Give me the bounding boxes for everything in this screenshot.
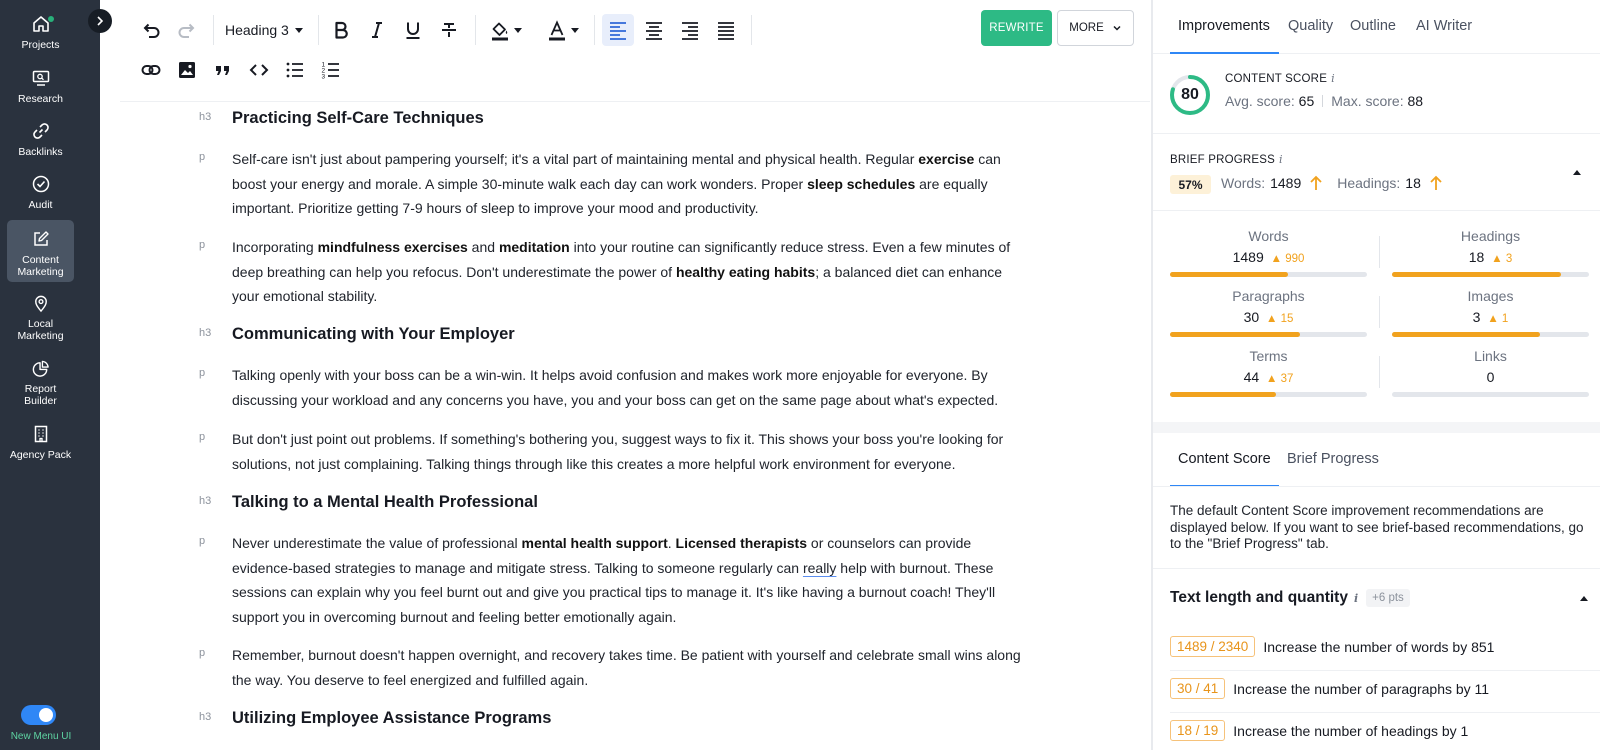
link-icon bbox=[31, 121, 51, 141]
strikethrough-icon bbox=[438, 19, 460, 41]
new-menu-toggle[interactable] bbox=[21, 705, 56, 725]
metric-progress-bar bbox=[1170, 272, 1367, 277]
arrow-up-icon bbox=[1429, 175, 1443, 191]
svg-text:1: 1 bbox=[321, 61, 326, 69]
quote-icon bbox=[212, 59, 234, 81]
section-divider bbox=[1153, 133, 1600, 134]
bullet-list-icon bbox=[284, 59, 306, 81]
section-divider bbox=[1153, 568, 1600, 569]
redo-button[interactable] bbox=[172, 15, 202, 45]
blockquote-button[interactable] bbox=[208, 55, 238, 85]
metric-label: Paragraphs bbox=[1232, 288, 1305, 304]
metric-label: Headings bbox=[1460, 228, 1521, 244]
chevron-down-icon bbox=[295, 28, 303, 33]
section-separator bbox=[1153, 422, 1600, 433]
redo-icon bbox=[176, 19, 198, 41]
monitor-icon bbox=[31, 68, 51, 88]
highlight-color-button[interactable] bbox=[485, 15, 515, 45]
italic-icon bbox=[366, 19, 388, 41]
strikethrough-button[interactable] bbox=[434, 15, 464, 45]
block-tag: h3 bbox=[199, 711, 212, 723]
align-left-icon bbox=[607, 19, 629, 41]
metric-label: Words bbox=[1248, 228, 1289, 244]
metric-value: 18 ▲ 3 bbox=[1468, 249, 1513, 265]
collapse-nav-button[interactable] bbox=[88, 9, 112, 33]
metric-paragraphs bbox=[1170, 288, 1367, 325]
more-button[interactable] bbox=[1057, 10, 1134, 46]
nav-item-content-marketing[interactable] bbox=[7, 220, 74, 282]
metric-delta-up: ▲ 37 bbox=[1266, 373, 1294, 385]
bullet-list-button[interactable] bbox=[280, 55, 310, 85]
metric-delta-up: ▲ 990 bbox=[1270, 253, 1305, 265]
points-badge: +6 pts bbox=[1366, 589, 1410, 607]
metric-value: 0 bbox=[1486, 369, 1495, 385]
metric-words bbox=[1170, 228, 1367, 265]
paint-bucket-icon bbox=[489, 19, 511, 41]
metric-progress-bar bbox=[1170, 392, 1367, 397]
insert-image-button[interactable] bbox=[172, 55, 202, 85]
code-button[interactable] bbox=[244, 55, 274, 85]
metric-delta-up: ▲ 1 bbox=[1487, 313, 1509, 325]
nav-item-label: Research bbox=[18, 93, 63, 105]
nav-item-agency-pack[interactable] bbox=[7, 424, 74, 472]
section-divider bbox=[1153, 486, 1600, 487]
paragraph-text: Remember, burnout doesn't happen overnight, and recovery takes time. Be patient with yourself and celebrate small wins along the way. You deserve to feel energized and fulfilled again. bbox=[232, 647, 1021, 688]
align-justify-button[interactable] bbox=[711, 15, 741, 45]
new-menu-label: New Menu UI bbox=[10, 731, 72, 742]
map-pin-icon bbox=[31, 294, 51, 313]
panel-tabs bbox=[1153, 0, 1600, 54]
svg-text:3: 3 bbox=[321, 73, 326, 81]
metric-progress-bar bbox=[1392, 392, 1589, 397]
metric-value: 30 ▲ 15 bbox=[1243, 309, 1294, 325]
tab-outline[interactable]: Outline bbox=[1350, 18, 1396, 34]
nav-item-projects[interactable] bbox=[7, 14, 74, 54]
metric-images bbox=[1392, 288, 1589, 325]
notification-dot bbox=[48, 16, 54, 22]
metric-label: Terms bbox=[1249, 348, 1288, 364]
seo-panel bbox=[1151, 0, 1600, 750]
text-length-section-title: Text length and quantity i +6 pts bbox=[1170, 589, 1410, 607]
recommendation-badge: 1489 / 2340 bbox=[1170, 636, 1255, 657]
nav-item-label: Report Builder bbox=[24, 383, 57, 407]
recommendation-text: Increase the number of headings by 1 bbox=[1233, 722, 1469, 739]
section-divider bbox=[1153, 210, 1600, 211]
recommendation-text: Increase the number of paragraphs by 11 bbox=[1233, 680, 1490, 697]
nav-item-label: Backlinks bbox=[18, 146, 63, 158]
nav-item-label: Local Marketing bbox=[17, 318, 64, 342]
insert-link-button[interactable] bbox=[136, 55, 166, 85]
brief-progress-label: BRIEF PROGRESS i bbox=[1170, 153, 1283, 166]
block-tag: p bbox=[199, 239, 206, 251]
paragraph-text: Self-care isn't just about pampering yourself; it's a vital part of maintaining mental and physical health. Regular exercise can boost your energy and morale. A simple 30-minute walk each day can work wonders. Proper sleep schedules are equally important. Prioritize getting 7-9 hours of sleep to improve your mood and productivity. bbox=[232, 151, 1001, 216]
heading-text: Talking to a Mental Health Professional bbox=[232, 493, 538, 511]
recommendation-item[interactable] bbox=[1170, 720, 1468, 741]
content-score-value: 80 bbox=[1181, 86, 1199, 103]
metric-label: Images bbox=[1467, 288, 1514, 304]
chevron-down-icon[interactable] bbox=[514, 28, 522, 33]
info-icon[interactable]: i bbox=[1331, 72, 1335, 85]
nav-item-report-builder[interactable] bbox=[7, 359, 74, 407]
building-icon bbox=[31, 424, 51, 444]
nav-item-label: Content Marketing bbox=[17, 254, 64, 278]
recommendation-item[interactable] bbox=[1170, 678, 1489, 699]
metric-progress-bar bbox=[1392, 332, 1589, 337]
metric-terms bbox=[1170, 348, 1367, 385]
text-color-button[interactable] bbox=[542, 15, 572, 45]
recommendation-badge: 18 / 19 bbox=[1170, 720, 1225, 741]
nav-item-label: Agency Pack bbox=[9, 449, 72, 461]
block-tag: p bbox=[199, 151, 206, 163]
align-left-button[interactable] bbox=[602, 14, 634, 46]
pie-chart-icon bbox=[31, 359, 51, 378]
metric-value: 1489 ▲ 990 bbox=[1232, 249, 1305, 265]
undo-button[interactable] bbox=[136, 15, 166, 45]
metric-label: Links bbox=[1474, 348, 1507, 364]
recommendations-description: The default Content Score improvement recommendations are displayed below. If you want to see brief-based recommendations, go to the "Brief Progress" tab. bbox=[1170, 503, 1584, 551]
nav-item-research[interactable] bbox=[7, 68, 74, 108]
metric-progress-fill bbox=[1392, 272, 1561, 277]
paragraph-text: Never underestimate the value of professional mental health support. Licensed therapists or counselors can provide evidence-based strategies to manage and mitigate stress. Talking to someone regularly can really help with burnout. These sessions can explain why you feel burnt out and give you practical tips to manage it. It's like having a burnout coach! They'll support you in overcoming burnout and feeling better emotionally again. bbox=[232, 535, 996, 625]
metric-progress-fill bbox=[1170, 272, 1288, 277]
spellcheck-highlight: really bbox=[802, 559, 837, 576]
toolbar-divider bbox=[475, 15, 476, 45]
arrow-up-icon bbox=[1309, 175, 1323, 191]
heading-level-select[interactable] bbox=[225, 15, 303, 45]
align-center-button[interactable] bbox=[639, 15, 669, 45]
metric-value: 44 ▲ 37 bbox=[1243, 369, 1294, 385]
edit-icon bbox=[31, 229, 51, 249]
brief-progress-summary: Words: 1489 Headings: 18 bbox=[1221, 175, 1443, 191]
block-tag: p bbox=[199, 367, 206, 379]
nav-item-local-marketing[interactable] bbox=[7, 294, 74, 342]
recommendation-divider bbox=[1170, 670, 1600, 671]
content-score-label: CONTENT SCORE i bbox=[1225, 72, 1335, 85]
nav-item-label: Audit bbox=[28, 199, 53, 211]
subtab-content-score[interactable]: Content Score bbox=[1178, 451, 1271, 467]
toolbar-divider bbox=[594, 15, 595, 45]
code-icon bbox=[248, 59, 270, 81]
underline-icon bbox=[402, 19, 424, 41]
align-right-icon bbox=[679, 19, 701, 41]
metric-divider bbox=[1379, 236, 1380, 268]
metric-headings bbox=[1392, 228, 1589, 265]
heading-text: Communicating with Your Employer bbox=[232, 325, 515, 343]
collapse-text-length-icon[interactable] bbox=[1580, 596, 1588, 601]
tab-quality[interactable]: Quality bbox=[1288, 18, 1334, 34]
block-tag: h3 bbox=[199, 111, 212, 123]
align-center-icon bbox=[643, 19, 665, 41]
nav-item-backlinks[interactable] bbox=[7, 121, 74, 161]
left-nav bbox=[0, 0, 100, 750]
metric-delta-up: ▲ 15 bbox=[1266, 313, 1294, 325]
toolbar-divider bbox=[213, 15, 214, 45]
recommendation-item[interactable] bbox=[1170, 636, 1494, 657]
text-color-icon bbox=[546, 19, 568, 41]
align-right-button[interactable] bbox=[675, 15, 705, 45]
metric-progress-bar bbox=[1170, 332, 1367, 337]
metric-progress-bar bbox=[1392, 272, 1589, 277]
block-tag: h3 bbox=[199, 495, 212, 507]
metric-progress-fill bbox=[1170, 392, 1276, 397]
image-icon bbox=[176, 59, 198, 81]
check-circle-icon bbox=[31, 174, 51, 194]
metric-divider bbox=[1379, 356, 1380, 388]
editor bbox=[120, 0, 1150, 750]
paragraph-text: Talking openly with your boss can be a win-win. It helps avoid confusion and makes work more enjoyable for everyone. By discussing your workload and any concerns you have, you and your boss can get on the same page about what's expected. bbox=[232, 367, 999, 408]
chevron-right-icon bbox=[95, 16, 105, 26]
block-tag: p bbox=[199, 431, 206, 443]
tab-improvements[interactable]: Improvements bbox=[1178, 18, 1270, 34]
paragraph-text: Incorporating mindfulness exercises and meditation into your routine can significantly reduce stress. Even a few minutes of deep breathing can help you refocus. Don't underestimate the power of healthy eating habits; a balanced diet can enhance your emotional stability. bbox=[232, 239, 1011, 304]
block-tag: h3 bbox=[199, 327, 212, 339]
recommendation-badge: 30 / 41 bbox=[1170, 678, 1225, 699]
heading-text: Utilizing Employee Assistance Programs bbox=[232, 709, 552, 727]
info-icon[interactable]: i bbox=[1279, 153, 1283, 166]
block-tag: p bbox=[199, 647, 206, 659]
nav-item-audit[interactable] bbox=[7, 174, 74, 214]
info-icon[interactable]: i bbox=[1353, 591, 1359, 605]
editor-toolbar bbox=[120, 0, 1150, 102]
metric-divider bbox=[1379, 296, 1380, 328]
max-score: 88 bbox=[1407, 93, 1424, 109]
chevron-down-icon[interactable] bbox=[571, 28, 579, 33]
more-button-label: MORE bbox=[1069, 22, 1104, 34]
svg-text:2: 2 bbox=[321, 67, 326, 75]
underline-button[interactable] bbox=[398, 15, 428, 45]
italic-button[interactable] bbox=[362, 15, 392, 45]
toolbar-divider bbox=[751, 15, 752, 45]
metric-links bbox=[1392, 348, 1589, 385]
align-justify-icon bbox=[715, 19, 737, 41]
bold-button[interactable] bbox=[326, 15, 356, 45]
paragraph-text: But don't just point out problems. If something's bothering you, suggest ways to fix it. This shows your boss you're looking for solutions, not just complaining. Talking things through like this creates a more helpful work environment for everyone. bbox=[232, 431, 1004, 472]
block-tag: p bbox=[199, 535, 206, 547]
heading-level-value: Heading 3 bbox=[225, 22, 289, 38]
bold-icon bbox=[330, 19, 352, 41]
metric-value: 3 ▲ 1 bbox=[1472, 309, 1509, 325]
chevron-down-icon bbox=[1112, 23, 1122, 33]
undo-icon bbox=[140, 19, 162, 41]
collapse-brief-progress-icon[interactable] bbox=[1573, 170, 1581, 175]
numbered-list-button[interactable] bbox=[316, 55, 346, 85]
metric-progress-fill bbox=[1392, 332, 1540, 337]
score-summary: Avg. score: 65 Max. score: 88 bbox=[1225, 93, 1424, 109]
metric-progress-fill bbox=[1170, 332, 1300, 337]
metric-delta-up: ▲ 3 bbox=[1491, 253, 1513, 265]
recommendation-text: Increase the number of words by 851 bbox=[1263, 638, 1495, 655]
avg-score: 65 bbox=[1298, 93, 1315, 109]
active-tab-indicator bbox=[1170, 52, 1279, 54]
numbered-list-icon bbox=[320, 59, 342, 81]
toolbar-divider bbox=[318, 15, 319, 45]
brief-progress-percent: 57% bbox=[1170, 175, 1211, 194]
heading-text: Practicing Self-Care Techniques bbox=[232, 109, 484, 127]
rewrite-button[interactable]: REWRITE bbox=[981, 10, 1052, 46]
tab-ai-writer[interactable]: AI Writer bbox=[1416, 18, 1473, 34]
subtab-brief-progress[interactable]: Brief Progress bbox=[1287, 451, 1379, 467]
link-icon bbox=[140, 59, 162, 81]
recommendation-divider bbox=[1170, 712, 1600, 713]
nav-item-label: Projects bbox=[21, 39, 60, 51]
